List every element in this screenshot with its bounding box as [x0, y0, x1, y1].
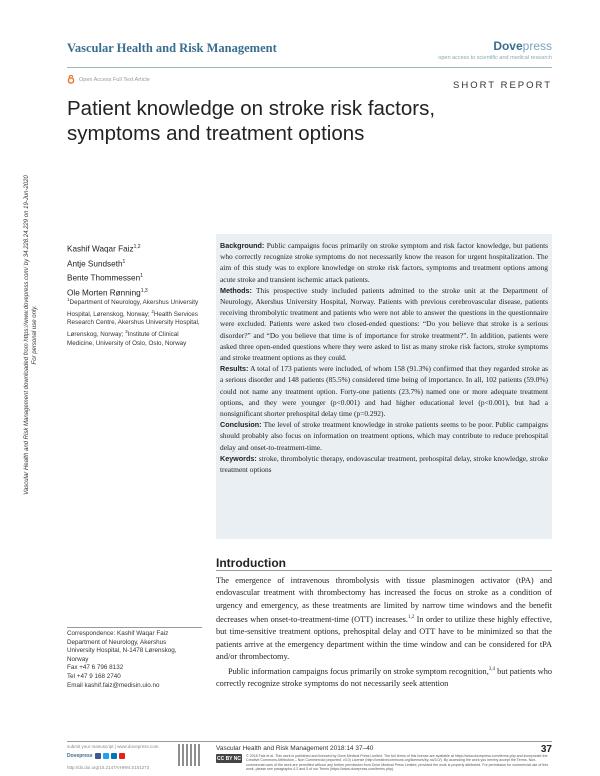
correspondence-line: Fax +47 6 796 8132: [67, 664, 124, 672]
twitter-icon[interactable]: [103, 753, 109, 759]
side-notice-line1: Vascular Health and Risk Management downloaded from https://www.dovepress.com/ by 34.228.24.229 on 19-Jun-2020: [24, 175, 30, 495]
abstract-body: The level of stroke treatment knowledge in stroke patients seems to be poor. Public campaigns should probably also focus on information on treatment options, which may contribute to reduce prehospital delay and onset-to-treatment-time.: [220, 420, 548, 452]
author-name: Ole Morten Rønning: [67, 288, 141, 298]
affiliation-sup: 3: [125, 328, 128, 334]
section-heading: Introduction: [216, 556, 286, 570]
page-number: 37: [540, 744, 552, 755]
side-notice-line2: For personal use only.: [32, 305, 38, 365]
abstract-conclusion: [220, 419, 548, 453]
correspondence-email[interactable]: Email kashif.faiz@medisin.uio.no: [67, 681, 160, 689]
affiliations: [67, 296, 207, 348]
facebook-icon[interactable]: [95, 753, 101, 759]
author-sup: 1: [140, 273, 143, 280]
header-divider: [67, 67, 552, 68]
abstract-label: Methods:: [220, 285, 252, 295]
author-name: Kashif Waqar Faiz: [67, 244, 134, 254]
cc-license-icon[interactable]: CC BY NC: [216, 755, 242, 762]
footer-submit: [67, 743, 158, 750]
correspondence-line: Correspondence: Kashif Waqar Faiz: [67, 630, 169, 637]
abstract-results: [220, 363, 548, 419]
youtube-icon[interactable]: [119, 753, 125, 759]
affiliation-text: Institute of Clinical Medicine, University of Oslo, Oslo, Norway: [67, 331, 187, 347]
author: [67, 241, 148, 256]
paragraph-text: Public information campaigns focus primarily on stroke symptom recognition,: [228, 666, 489, 676]
correspondence: [67, 630, 207, 690]
publisher-logo[interactable]: [493, 39, 552, 53]
section-divider: [216, 570, 552, 571]
affiliation-sup: 2: [151, 308, 154, 314]
side-notice: [15, 130, 47, 540]
journal-name: Vascular Health and Risk Management: [67, 41, 277, 55]
author: [67, 256, 148, 271]
affiliation-text: Department of Neurology, Akershus University Hospital, Lørenskog, Norway;: [67, 299, 199, 318]
abstract-body: stroke, thrombolytic therapy, endovascular treatment, prehospital delay, stroke knowledge, stroke treatment options: [220, 453, 548, 475]
publisher-tagline: open access to scientific and medical research: [438, 55, 552, 61]
abstract-body: Public campaigns focus primarily on stroke symptom and risk factor knowledge, but patients who correctly recognize stroke symptoms do not necessarily know the reason for urgent hospitalization. The aim of this study was to explore knowledge on stroke risk factors, symptoms and treatment options among acute stroke and transient ischemic attack patients.: [220, 241, 548, 284]
paragraph: [216, 664, 552, 691]
citation-ref[interactable]: 1,2: [407, 615, 415, 621]
open-access-icon: [67, 75, 75, 84]
abstract-text: [220, 240, 548, 475]
submit-link[interactable]: submit your manuscript | www.dovepress.com: [67, 744, 159, 749]
open-access-text: Open Access Full Text Article: [79, 76, 150, 83]
paragraph: [216, 575, 552, 664]
abstract-keywords: [220, 453, 548, 475]
footer-social: [67, 753, 125, 759]
footer-journal-ref: Vascular Health and Risk Management 2018:14 37–40: [216, 745, 374, 752]
affiliation-sup: 1: [67, 297, 70, 302]
abstract-label: Keywords:: [220, 453, 257, 463]
abstract-label: Results:: [220, 364, 249, 374]
abstract-box: [216, 234, 552, 539]
footer-doi[interactable]: http://dx.doi.org/10.2147/VHRM.S151273: [67, 765, 150, 770]
licence-text: © 2018 Faiz et al. This work is published and licensed by Dove Medical Press Limited. The full terms of this license are available at https://www.dovepress.com/terms.php and incorporate the Creative Commons Attribution – Non Commercial (unported, v3.0) License (http://creativecommons.org/licenses/by-nc/3.0/). By accessing the work you hereby accept the Terms. Non-commercial uses of the work are permitted without any further permission from Dove Medical Press Limited, provided the work is properly attributed. For permission for commercial use of this work, please see paragraphs 4.2 and 5 of our Terms (https://www.dovepress.com/terms.php).: [246, 754, 548, 771]
author-name: Antje Sundseth: [67, 259, 123, 269]
abstract-label: Conclusion:: [220, 420, 262, 430]
author-list: [67, 241, 148, 300]
abstract-body: A total of 173 patients were included, of whom 158 (91.3%) confirmed that they regarded stroke as a serious disorder and 148 patients (85.5%) considered time being of importance. In all, 102 patients (59.0%) could not name any treatment option. Forty-one patients (23.7%) named one or more adequate treatment options, and they were younger (p<0.001) and had higher educational level (p<0.001), but had a nonsignificant shorter prehospital delay time (p=0.292).: [220, 364, 548, 419]
correspondence-line: Department of Neurology, Akershus: [67, 638, 167, 646]
author-sup: 1: [122, 258, 126, 265]
abstract-methods: [220, 285, 548, 363]
author-sup: 1,2: [133, 244, 141, 250]
abstract-background: [220, 240, 548, 285]
article-title: Patient knowledge on stroke risk factors, symptoms and treatment options: [67, 97, 436, 145]
affiliation-text: Health Services Research Centre, Akershus University Hospital, Lørenskog, Norway;: [67, 310, 200, 339]
correspondence-divider: [67, 627, 202, 628]
author: [67, 270, 148, 285]
correspondence-line: Norway: [67, 655, 89, 663]
footer-divider: [67, 741, 552, 742]
introduction-body: [216, 575, 552, 690]
brand-light: press: [522, 39, 552, 53]
open-access-label: [67, 75, 150, 84]
side-notice-text: [23, 175, 39, 495]
linkedin-icon[interactable]: [111, 753, 117, 759]
paragraph-text: The emergence of intravenous thrombolysis with tissue plasminogen activator (tPA) and endovascular treatment with thrombectomy has increased the focus on stroke as a condition of urgency and emergency, as these treatments are limited by narrow time windows and the benefit decreases when onset-to-treatment-time (OTT) increases.: [216, 576, 552, 624]
author-name: Bente Thommessen: [67, 274, 141, 284]
author-sup: 1,3: [140, 288, 148, 295]
citation-ref[interactable]: 3,4: [488, 666, 496, 672]
correspondence-line: Tel +47 9 168 2740: [67, 672, 121, 680]
paragraph-text: In order to utilize these highly effective, but time-sensitive treatment options, prehospital delay and OTT have to be minimized so that the patients arrive at the emergency department within the time window and can be considered for tPA and/or thrombectomy.: [216, 614, 552, 662]
licence-block: [216, 754, 552, 771]
abstract-body: This prospective study included patients admitted to the stroke unit at the Department of Neurology, Akershus University Hospital, Norway. Patients with previous cerebrovascular disease, patients receiving thrombolytic treatment and patients who were not able to answer the questions in the questionnaire were excluded. Patients were asked two closed-ended questions: “Do you believe that stroke is a serious disorder?” and “Do you believe that time is of importance for stroke treatment?”. In addition, patients were asked three open-ended questions where they were asked to list as many stroke risk factors, stroke symptoms and stroke treatment options as they could.: [220, 285, 548, 363]
abstract-label: Background:: [220, 241, 265, 250]
paragraph-text: but patients who correctly recognize stroke symptoms do not necessarily seek attention: [216, 666, 552, 688]
article-type: SHORT REPORT: [453, 80, 552, 91]
qr-code-icon: [178, 744, 200, 766]
correspondence-line: University Hospital, N-1478 Lørenskog,: [67, 647, 177, 655]
footer-brand[interactable]: Dovepress: [67, 753, 93, 759]
brand-bold: Dove: [493, 39, 523, 53]
